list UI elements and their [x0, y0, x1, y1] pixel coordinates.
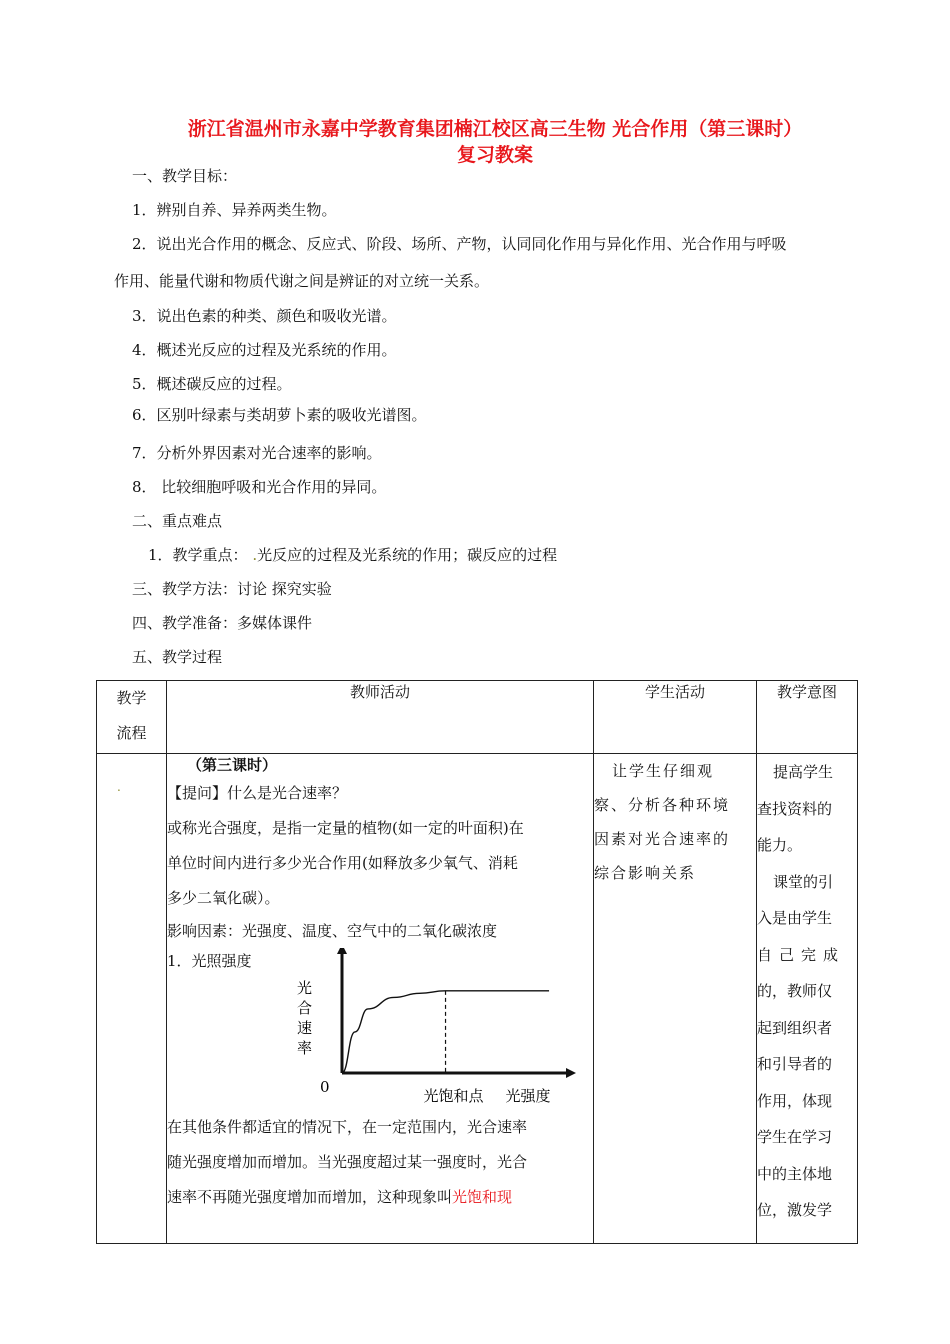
- explanation-line: 在其他条件都适宜的情况下，在一定范围内，光合速率: [167, 1118, 528, 1136]
- keypoints-item: [148, 544, 557, 565]
- intent-line: 入是由学生: [757, 909, 833, 927]
- intent-line: 提高学生: [773, 763, 834, 781]
- explanation-text: 速率不再随光强度增加而增加，这种现象叫: [167, 1188, 453, 1206]
- student-line: 因素对光合速率的: [594, 830, 731, 848]
- intent-line: 学生在学习: [757, 1128, 833, 1146]
- process-table: [96, 680, 858, 1244]
- stray-dot-mark: .: [117, 780, 121, 794]
- definition-line: 单位时间内进行多少光合作用(如释放多少氧气、消耗: [167, 854, 518, 872]
- stray-dot-mark: .: [247, 546, 258, 564]
- origin-label: 0: [320, 1078, 330, 1096]
- intent-line: 作用，体现: [757, 1091, 833, 1110]
- preparation-line: 四、教学准备：多媒体课件: [132, 614, 313, 632]
- intent-line: 能力。: [757, 836, 803, 854]
- session-label: （第三课时）: [187, 756, 278, 774]
- doc-title-line1: 浙江省温州市永嘉中学教育集团楠江校区高三生物 光合作用（第三课时）: [187, 118, 803, 140]
- intent-line: 位，激发学: [757, 1201, 833, 1219]
- objective-item: 5．概述碳反应的过程。: [132, 375, 292, 393]
- intent-line: 起到组织者: [757, 1018, 833, 1037]
- process-heading: 五、教学过程: [132, 648, 223, 666]
- y-axis-label-char: 光: [297, 979, 313, 997]
- series-line: [342, 991, 549, 1073]
- intent-line: 中的主体地: [757, 1164, 833, 1183]
- y-axis-label-char: 率: [297, 1039, 313, 1057]
- student-line: 让学生仔细观: [612, 762, 715, 780]
- keypoints-heading: 二、重点难点: [132, 512, 223, 530]
- flow-cell: [97, 754, 167, 1244]
- y-axis-arrow: [337, 948, 347, 954]
- factors-line: 影响因素：光强度、温度、空气中的二氧化碳浓度: [167, 922, 498, 940]
- objective-item: 2．说出光合作用的概念、反应式、阶段、场所、产物，认同同化作用与异化作用、光合作用与呼吸: [132, 235, 787, 253]
- objective-item: 6．区别叶绿素与类胡萝卜素的吸收光谱图。: [132, 406, 427, 424]
- table-row: [97, 754, 858, 1244]
- objective-item: 作用、能量代谢和物质代谢之间是辨证的对立统一关系。: [114, 272, 490, 290]
- header-student: 学生活动: [594, 681, 757, 754]
- objective-item: 8． 比较细胞呼吸和光合作用的异同。: [132, 478, 387, 496]
- student-cell: [594, 754, 757, 1244]
- saturation-point-label: 光饱和点: [423, 1087, 484, 1105]
- y-axis-label-char: 合: [297, 999, 313, 1017]
- intent-line: 课堂的引: [773, 872, 834, 891]
- objectives-heading: 一、教学目标：: [132, 167, 238, 185]
- teacher-cell: [167, 754, 594, 1244]
- explanation-line: 随光强度增加而增加。当光强度超过某一强度时，光合: [167, 1153, 528, 1171]
- objective-item: 3．说出色素的种类、颜色和吸收光谱。: [132, 307, 397, 325]
- light-saturation-chart: [287, 948, 587, 1108]
- question-line: 【提问】什么是光合速率？: [167, 784, 348, 802]
- student-line: 综合影响关系: [594, 864, 697, 882]
- methods-line: 三、教学方法：讨论 探究实验: [132, 580, 332, 598]
- item-light-intensity: 1．光照强度: [167, 952, 252, 970]
- header-intent: 教学意图: [757, 681, 858, 754]
- intent-line: 查找资料的: [757, 799, 833, 818]
- header-flow: [97, 681, 167, 754]
- header-flow-line1: 教学: [116, 689, 147, 707]
- intent-line: 的，教师仅: [757, 982, 833, 1000]
- y-axis-label-char: 速: [297, 1019, 313, 1037]
- x-axis-label: 光强度: [505, 1087, 551, 1105]
- student-line: 察、分析各种环境: [594, 796, 731, 814]
- objective-item: 1．辨别自养、异养两类生物。: [132, 201, 337, 219]
- intent-line: 和引导者的: [757, 1055, 833, 1073]
- header-flow-line2: 流程: [116, 724, 147, 742]
- objective-item: 7．分析外界因素对光合速率的影响。: [132, 444, 382, 462]
- explanation-line: [167, 1180, 593, 1215]
- header-teacher: 教师活动: [167, 681, 594, 754]
- doc-title-line2: 复习教案: [456, 144, 533, 166]
- keypoints-item-label: 1．教学重点：: [148, 546, 248, 564]
- definition-line: 或称光合强度，是指一定量的植物(如一定的叶面积)在: [167, 819, 524, 837]
- definition-line: 多少二氧化碳）。: [167, 889, 280, 907]
- intent-cell: [757, 754, 858, 1244]
- x-axis-arrow: [566, 1068, 576, 1078]
- objective-item: 4．概述光反应的过程及光系统的作用。: [132, 341, 397, 359]
- table-header-row: [97, 681, 858, 754]
- highlight-term: 光饱和现: [452, 1188, 513, 1206]
- intent-line: 自己完成: [757, 945, 846, 964]
- keypoints-item-text: 光反应的过程及光系统的作用；碳反应的过程: [257, 546, 558, 564]
